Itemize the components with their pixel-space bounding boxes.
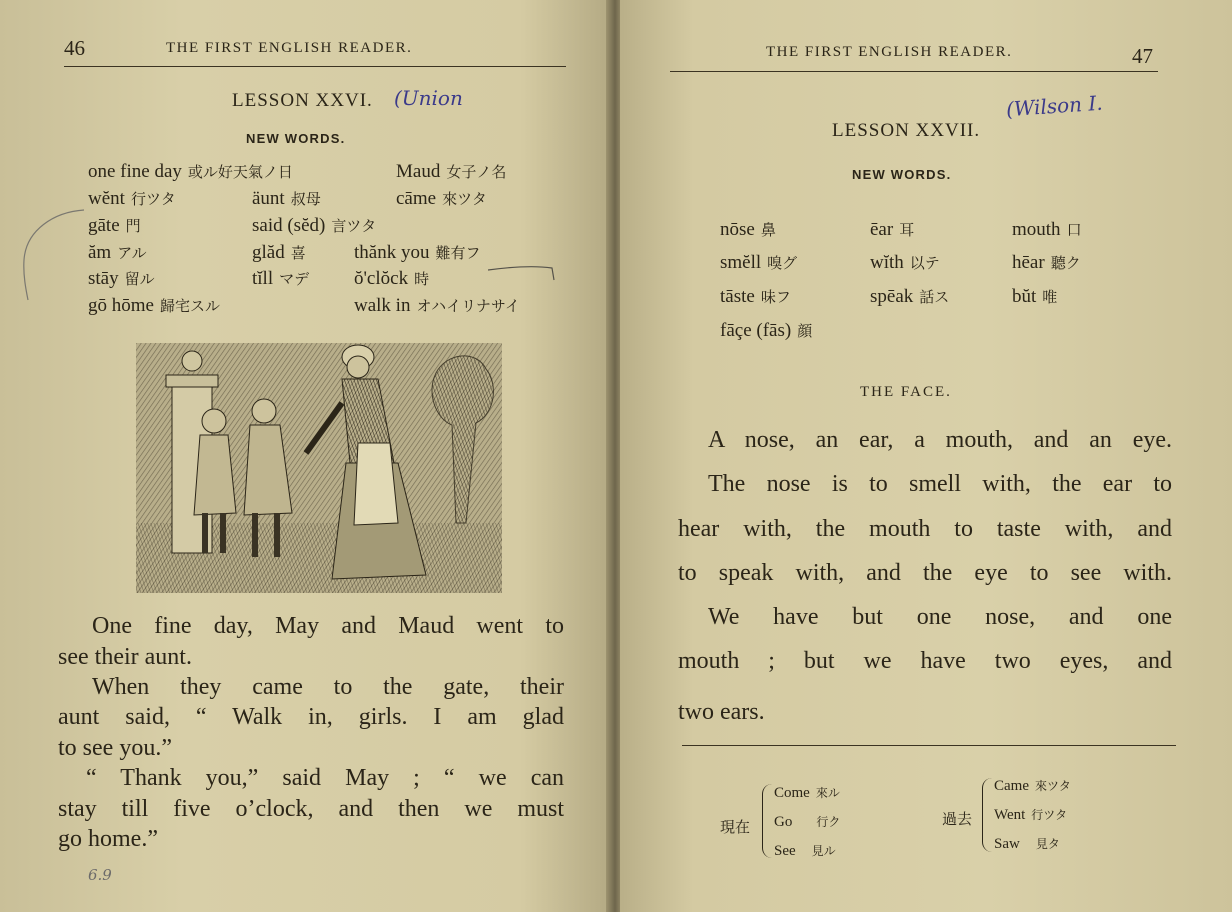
body-paragraph-line: We have but one nose, and one bbox=[708, 604, 1172, 630]
vocab-item: ēar 耳 bbox=[870, 219, 915, 240]
tense-item: See 見ル bbox=[774, 843, 836, 859]
pencil-mark-icon bbox=[14, 200, 94, 310]
body-paragraph-line: mouth ; but we have two eyes, and bbox=[678, 648, 1172, 674]
body-paragraph-line: The nose is to smell with, the ear to bbox=[708, 471, 1172, 497]
vocab-item: Maud 女子ノ名 bbox=[396, 161, 507, 182]
engraving-illustration bbox=[136, 343, 502, 593]
vocab-item: spēak 話ス bbox=[870, 286, 950, 307]
tense-item: Go 行ク bbox=[774, 814, 841, 830]
vocab-item: wĭth 以テ bbox=[870, 252, 940, 273]
footer-rule bbox=[682, 745, 1176, 746]
header-rule bbox=[64, 66, 566, 67]
new-words-heading: NEW WORDS. bbox=[852, 167, 952, 182]
brace-icon bbox=[982, 778, 993, 852]
vocab-item: tĭll マデ bbox=[252, 268, 310, 289]
brace-icon bbox=[762, 784, 773, 858]
vocab-item: gāte 門 bbox=[88, 215, 141, 236]
body-paragraph-line: A nose, an ear, a mouth, and an eye. bbox=[708, 427, 1172, 453]
lesson-title: LESSON XXVI. bbox=[232, 90, 373, 111]
vocab-item: hēar 聽ク bbox=[1012, 252, 1081, 273]
vocab-item: bŭt 唯 bbox=[1012, 286, 1058, 307]
body-paragraph-line: see their aunt. bbox=[58, 644, 192, 670]
section-title: THE FACE. bbox=[860, 384, 952, 400]
vocab-item: gō hōme 歸宅スル bbox=[88, 295, 220, 316]
vocab-item: wĕnt 行ツタ bbox=[88, 188, 176, 209]
vocab-item: mouth 口 bbox=[1012, 219, 1082, 240]
vocab-item: one fine day 或ル好天氣ノ日 bbox=[88, 161, 293, 182]
vocab-item: fāçe (fās) 顔 bbox=[720, 320, 813, 341]
vocab-item: tāste 味フ bbox=[720, 286, 791, 307]
left-page bbox=[0, 0, 612, 912]
vocab-item: äunt 叔母 bbox=[252, 188, 321, 209]
body-paragraph-line: to speak with, and the eye to see with. bbox=[678, 560, 1172, 586]
vocab-item: thănk you 難有フ bbox=[354, 242, 481, 263]
body-paragraph-line: hear with, the mouth to taste with, and bbox=[678, 516, 1172, 542]
body-paragraph-line: two ears. bbox=[678, 699, 765, 725]
body-paragraph-line: to see you.” bbox=[58, 735, 172, 761]
tense-item: Came 來ツタ bbox=[994, 778, 1071, 794]
body-paragraph-line: “ Thank you,” said May ; “ we can bbox=[86, 765, 564, 791]
body-paragraph-line: stay till five o’clock, and then we must bbox=[58, 796, 564, 822]
tense-item: Went 行ツタ bbox=[994, 807, 1068, 823]
vocab-item: walk in オハイリナサイ bbox=[354, 295, 520, 316]
running-head: THE FIRST ENGLISH READER. bbox=[166, 40, 413, 56]
page-number: 47 bbox=[1132, 44, 1153, 68]
right-page bbox=[620, 0, 1232, 912]
pencil-note: 6.9 bbox=[88, 866, 112, 884]
vocab-item: glăd 喜 bbox=[252, 242, 306, 263]
present-tense-label: 現在 bbox=[720, 818, 751, 836]
body-paragraph-line: aunt said, “ Walk in, girls. I am glad bbox=[58, 704, 564, 730]
body-paragraph-line: When they came to the gate, their bbox=[92, 674, 564, 700]
vocab-item: smĕll 嗅グ bbox=[720, 252, 798, 273]
body-paragraph-line: One fine day, May and Maud went to bbox=[92, 613, 564, 639]
past-tense-label: 過去 bbox=[942, 810, 973, 828]
pencil-mark-icon bbox=[488, 258, 568, 288]
handwritten-note: (Union bbox=[394, 86, 463, 110]
handwritten-note: (Wilson I. bbox=[1005, 90, 1104, 122]
running-head: THE FIRST ENGLISH READER. bbox=[766, 44, 1013, 60]
vocab-item: nōse 鼻 bbox=[720, 219, 776, 240]
vocab-item: cāme 來ツタ bbox=[396, 188, 487, 209]
page-number: 46 bbox=[64, 36, 85, 60]
header-rule bbox=[670, 71, 1158, 72]
vocab-item: said (sĕd) 言ツタ bbox=[252, 215, 377, 236]
new-words-heading: NEW WORDS. bbox=[246, 131, 346, 146]
body-paragraph-line: go home.” bbox=[58, 826, 158, 852]
lesson-title: LESSON XXVII. bbox=[832, 120, 981, 141]
vocab-item: stāy 留ル bbox=[88, 268, 155, 289]
vocab-item: ŏ'clŏck 時 bbox=[354, 268, 430, 289]
tense-item: Saw 見タ bbox=[994, 836, 1060, 852]
vocab-item: ăm アル bbox=[88, 242, 147, 263]
tense-item: Come 來ル bbox=[774, 785, 840, 801]
